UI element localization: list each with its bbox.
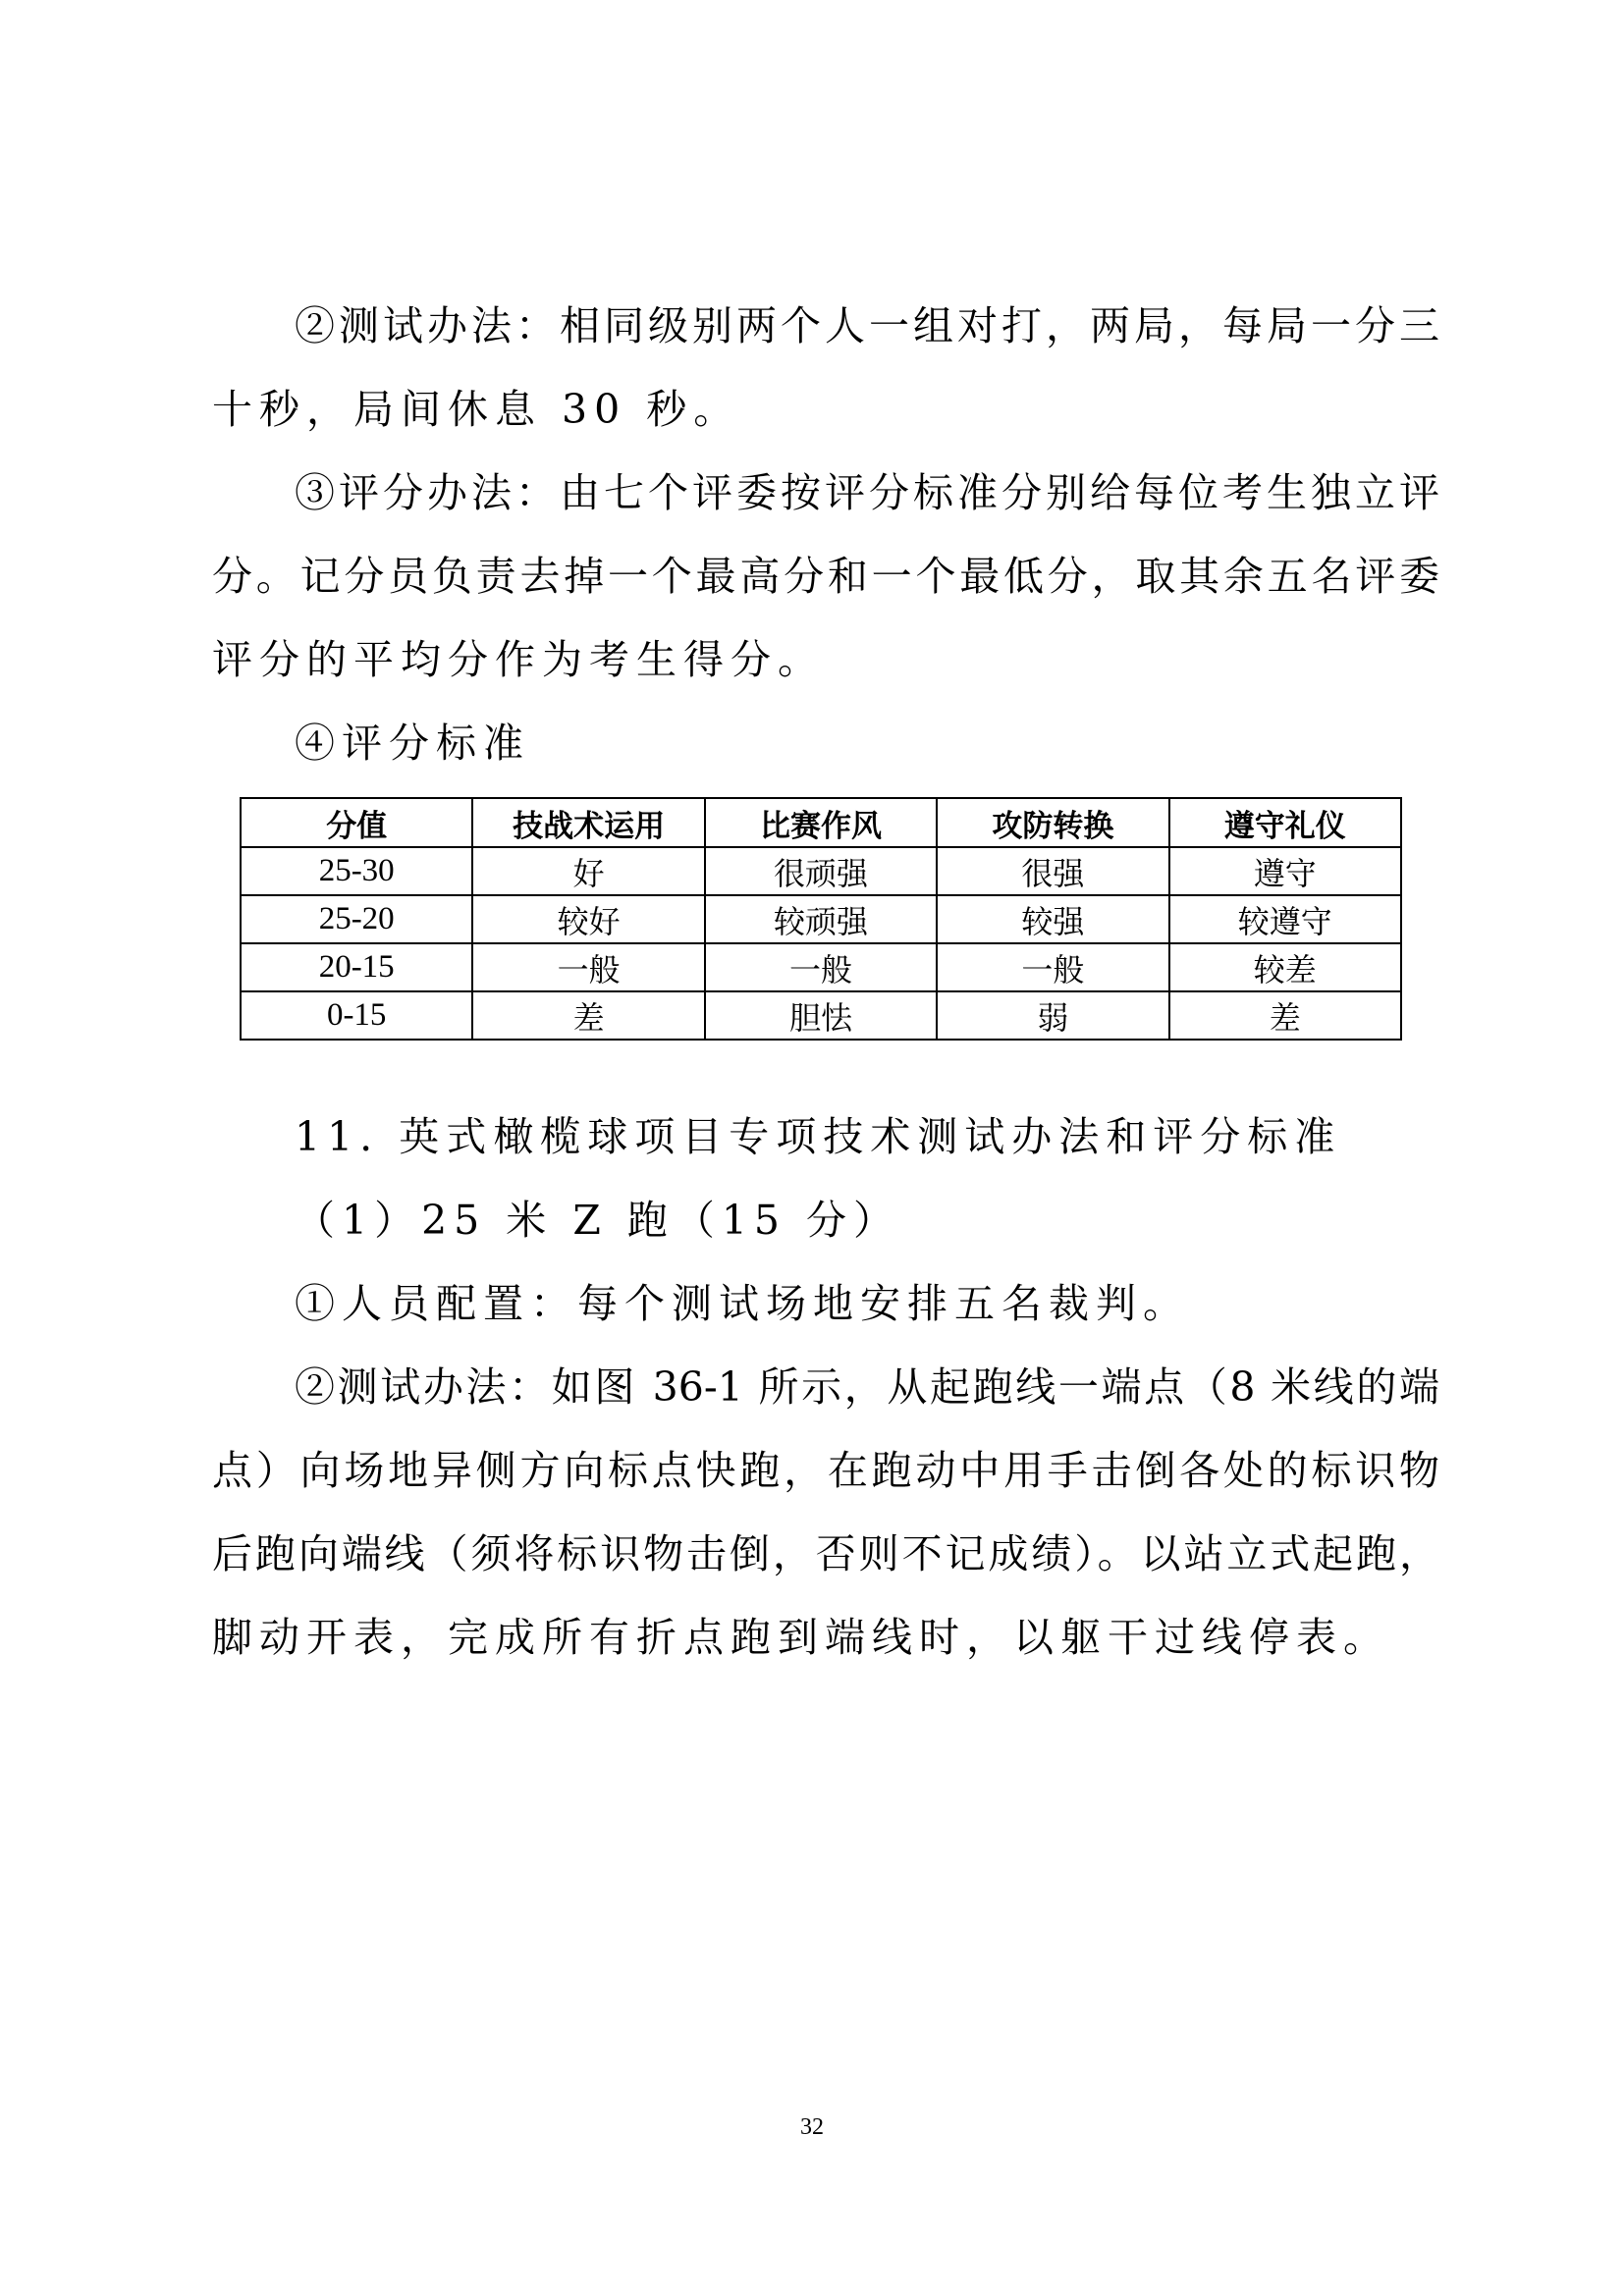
paragraph-z-run-method-line-3: 后跑向端线（须将标识物击倒，否则不记成绩）。以站立式起跑， xyxy=(212,1530,1439,1577)
paragraph-z-run-method-line-4: 脚动开表，完成所有折点跑到端线时，以躯干过线停表。 xyxy=(212,1614,1390,1661)
table-cell: 差 xyxy=(1169,991,1401,1040)
table-cell: 一般 xyxy=(705,943,937,991)
table-row xyxy=(241,847,1401,895)
page-number: 32 xyxy=(800,2114,824,2140)
table-header-row xyxy=(241,798,1401,847)
section-heading-rugby: 11. 英式橄榄球项目专项技术测试办法和评分标准 xyxy=(295,1113,1342,1160)
table-cell: 较差 xyxy=(1169,943,1401,991)
table-cell: 遵守 xyxy=(1169,847,1401,895)
table-cell-score: 25-20 xyxy=(241,895,472,943)
table-cell: 较遵守 xyxy=(1169,895,1401,943)
table-cell: 好 xyxy=(472,847,704,895)
table-cell: 一般 xyxy=(937,943,1168,991)
table-cell: 一般 xyxy=(472,943,704,991)
table-cell-score: 25-30 xyxy=(241,847,472,895)
table-cell: 弱 xyxy=(937,991,1168,1040)
table-cell: 胆怯 xyxy=(705,991,937,1040)
paragraph-z-run-method-line-2: 点）向场地异侧方向标点快跑，在跑动中用手击倒各处的标识物 xyxy=(212,1447,1439,1494)
table-cell-score: 20-15 xyxy=(241,943,472,991)
table-cell: 较顽强 xyxy=(705,895,937,943)
table-row xyxy=(241,895,1401,943)
section-heading-scoring-standard: ④评分标准 xyxy=(295,720,530,767)
paragraph-staffing: ①人员配置：每个测试场地安排五名裁判。 xyxy=(295,1280,1190,1327)
table-header-cell: 技战术运用 xyxy=(472,798,704,847)
paragraph-scoring-method-line-1: ③评分办法：由七个评委按评分标准分别给每位考生独立评 xyxy=(295,469,1439,516)
table-cell-score: 0-15 xyxy=(241,991,472,1040)
table-header-cell: 比赛作风 xyxy=(705,798,937,847)
table-header-cell: 分值 xyxy=(241,798,472,847)
paragraph-scoring-method-line-2: 分。记分员负责去掉一个最高分和一个最低分，取其余五名评委 xyxy=(212,553,1439,600)
paragraph-scoring-method-line-3: 评分的平均分作为考生得分。 xyxy=(212,636,825,683)
scoring-standard-table xyxy=(240,797,1402,1041)
table-cell: 较强 xyxy=(937,895,1168,943)
table-row xyxy=(241,943,1401,991)
paragraph-z-run-method-line-1: ②测试办法：如图 36-1 所示，从起跑线一端点（8 米线的端 xyxy=(295,1363,1439,1411)
table-row xyxy=(241,991,1401,1040)
paragraph-test-method-line-2: 十秒，局间休息 30 秒。 xyxy=(212,386,741,433)
table-cell: 很顽强 xyxy=(705,847,937,895)
table-cell: 差 xyxy=(472,991,704,1040)
subsection-heading-z-run: （1）25 米 Z 跑（15 分） xyxy=(295,1197,901,1244)
table-cell: 较好 xyxy=(472,895,704,943)
table-cell: 很强 xyxy=(937,847,1168,895)
paragraph-test-method-line-1: ②测试办法：相同级别两个人一组对打，两局，每局一分三 xyxy=(295,302,1439,349)
table-header-cell: 攻防转换 xyxy=(937,798,1168,847)
table-header-cell: 遵守礼仪 xyxy=(1169,798,1401,847)
